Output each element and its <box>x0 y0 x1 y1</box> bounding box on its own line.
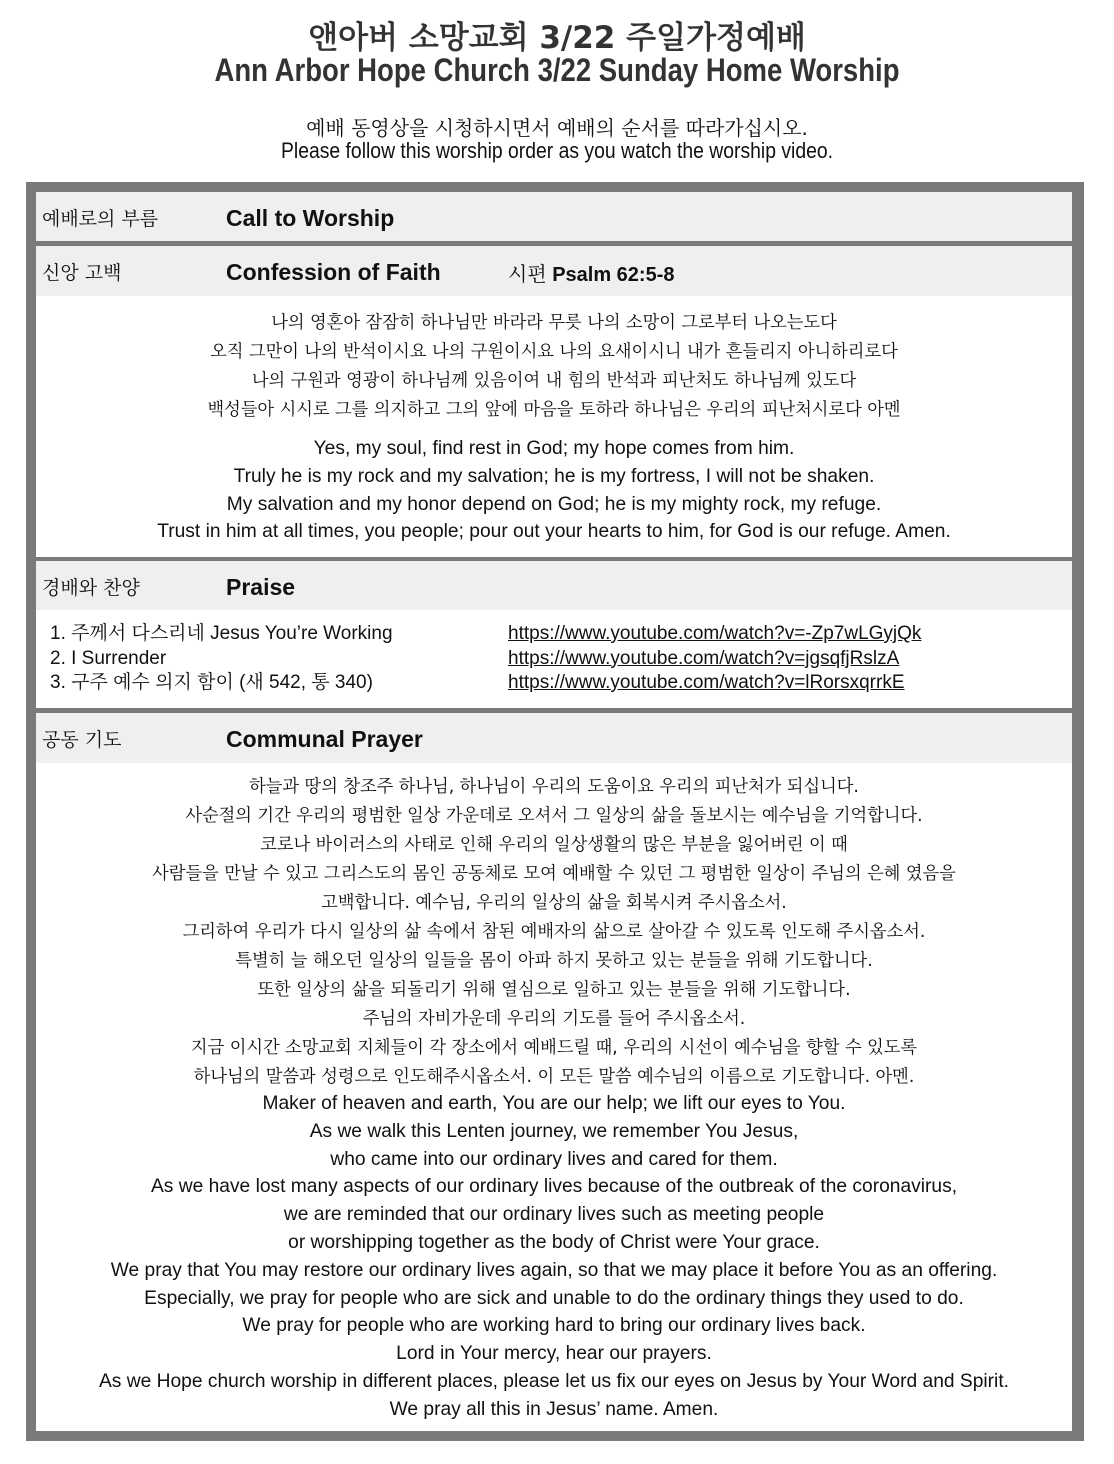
prayer-korean-line: 고백합니다. 예수님, 우리의 일상의 삶을 회복시켜 주시옵소서. <box>321 893 787 913</box>
call-label-english: Call to Worship <box>226 205 395 231</box>
prayer-english-line: we are reminded that our ordinary lives such as meeting people <box>283 1203 825 1226</box>
instruction-korean: 예배 동영상을 시청하시면서 예배의 순서를 따라가십시오. <box>306 116 808 140</box>
section-praise-header <box>36 561 1072 610</box>
prayer-english-line: As we have lost many aspects of our ordinary lives because of the outbreak of the coronavirus, <box>150 1175 958 1198</box>
confession-label-korean: 신앙 고백 <box>42 262 122 284</box>
prayer-korean-line: 또한 일상의 삶을 되돌리기 위해 열심으로 일하고 있는 분들을 위해 기도합니다. <box>257 980 851 1000</box>
prayer-korean-text <box>36 773 1072 1092</box>
confession-korean-text <box>36 309 1072 425</box>
song-title: 2. I Surrender <box>50 647 167 669</box>
prayer-english-line: As we walk this Lenten journey, we remember You Jesus, <box>309 1119 799 1142</box>
reference-english: Psalm 62:5-8 <box>552 264 675 286</box>
song-title: 3. 구주 예수 의지 함이 (새 542, 통 340) <box>50 672 373 693</box>
confession-korean-line: 나의 구원과 영광이 하나님께 있음이여 내 힘의 반석과 피난처도 하나님께 있도다 <box>251 371 857 391</box>
confession-english-line: Yes, my soul, find rest in God; my hope comes from him. <box>313 437 795 459</box>
praise-label-korean: 경배와 찬양 <box>42 577 140 599</box>
prayer-english-line: We pray for people who are working hard to bring our ordinary lives back. <box>242 1314 866 1337</box>
reference-korean: 시편 <box>508 262 547 286</box>
confession-english-line: Trust in him at all times, you people; pour out your hearts to him, for God is our refuge. Amen. <box>157 520 951 543</box>
praise-label-english: Praise <box>226 574 296 600</box>
prayer-korean-line: 지금 이시간 소망교회 지체들이 각 장소에서 예배드릴 때, 우리의 시선이 예수님을 향할 수 있도록 <box>190 1038 918 1058</box>
section-praise-body <box>36 610 1072 708</box>
section-confession-header <box>36 246 1072 296</box>
confession-english-line: Truly he is my rock and my salvation; he is my fortress, I will not be shaken. <box>233 464 875 487</box>
section-prayer-header <box>36 713 1072 763</box>
prayer-english-line: Especially, we pray for people who are sick and unable to do the ordinary things they used to do. <box>144 1286 964 1309</box>
song-link[interactable]: https://www.youtube.com/watch?v=jgsqfjRslzA <box>508 647 900 669</box>
prayer-english-line: We pray that You may restore our ordinary lives again, so that we may place it before You as an offering. <box>110 1258 998 1281</box>
prayer-korean-line: 그리하여 우리가 다시 일상의 삶 속에서 참된 예배자의 삶으로 살아갈 수 있도록 인도해 주시옵소서. <box>182 922 926 942</box>
confession-korean-line: 백성들아 시시로 그를 의지하고 그의 앞에 마음을 토하라 하나님은 우리의 피난처시로다 아멘 <box>207 400 901 420</box>
prayer-korean-line: 사람들을 만날 수 있고 그리스도의 몸인 공동체로 모여 예배할 수 있던 그 평범한 일상이 주님의 은혜 였음을 <box>152 864 956 884</box>
confession-label-english: Confession of Faith <box>226 259 441 285</box>
prayer-english-line: We pray all this in Jesus’ name. Amen. <box>389 1397 719 1420</box>
song-list <box>50 622 393 696</box>
prayer-korean-line: 특별히 늘 해오던 일상의 일들을 몸이 아파 하지 못하고 있는 분들을 위해 기도합니다. <box>235 951 873 971</box>
prayer-english-line: Maker of heaven and earth, You are our help; we lift our eyes to You. <box>262 1092 846 1114</box>
confession-english-line: My salvation and my honor depend on God; he is my mighty rock, my refuge. <box>226 492 882 515</box>
prayer-korean-line: 주님의 자비가운데 우리의 기도를 들어 주시옵소서. <box>362 1009 746 1029</box>
prayer-english-line: or worshipping together as the body of Christ were Your grace. <box>288 1230 820 1253</box>
confession-english-text <box>36 435 1072 546</box>
prayer-korean-line: 사순절의 기간 우리의 평범한 일상 가운데로 오셔서 그 일상의 삶을 돌보시는 예수님을 기억합니다. <box>185 806 923 826</box>
prayer-english-line: who came into our ordinary lives and cared for them. <box>330 1147 778 1170</box>
prayer-korean-line: 코로나 바이러스의 사태로 인해 우리의 일상생활의 많은 부분을 잃어버린 이 때 <box>260 835 848 855</box>
page-title-english: Ann Arbor Hope Church 3/22 Sunday Home Worship <box>214 52 900 88</box>
page-title-korean: 앤아버 소망교회 3/22 주일가정예배 <box>308 20 806 56</box>
scripture-reference <box>508 258 675 287</box>
section-call-to-worship <box>36 192 1072 241</box>
prayer-english-text <box>36 1090 1072 1424</box>
prayer-english-line: As we Hope church worship in different places, please let us fix our eyes on Jesus by Your Word and Spirit. <box>98 1369 1010 1392</box>
confession-korean-line: 나의 영혼아 잠잠히 하나님만 바라라 무릇 나의 소망이 그로부터 나오는도다 <box>271 313 837 333</box>
prayer-label-korean: 공동 기도 <box>42 729 122 751</box>
section-prayer-body <box>36 763 1072 1431</box>
confession-korean-line: 오직 그만이 나의 반석이시요 나의 구원이시요 나의 요새이시니 내가 흔들리지 아니하리로다 <box>210 342 898 362</box>
song-links <box>508 622 921 696</box>
song-link[interactable]: https://www.youtube.com/watch?v=lRorsxqrrkE <box>508 672 905 693</box>
song-title: 1. 주께서 다스리네 Jesus You’re Working <box>50 623 393 644</box>
call-label-korean: 예배로의 부름 <box>42 208 159 230</box>
prayer-korean-line: 하나님의 말씀과 성령으로 인도해주시옵소서. 이 모든 말씀 예수님의 이름으로 기도합니다. 아멘. <box>193 1067 915 1087</box>
instruction-english: Please follow this worship order as you watch the worship video. <box>280 138 834 163</box>
song-link[interactable]: https://www.youtube.com/watch?v=-Zp7wLGyjQk <box>508 623 922 644</box>
prayer-english-line: Lord in Your mercy, hear our prayers. <box>396 1342 712 1365</box>
prayer-korean-line: 하늘과 땅의 창조주 하나님, 하나님이 우리의 도움이요 우리의 피난처가 되십니다. <box>249 777 859 797</box>
prayer-label-english: Communal Prayer <box>226 726 423 752</box>
section-confession-body <box>36 296 1072 557</box>
